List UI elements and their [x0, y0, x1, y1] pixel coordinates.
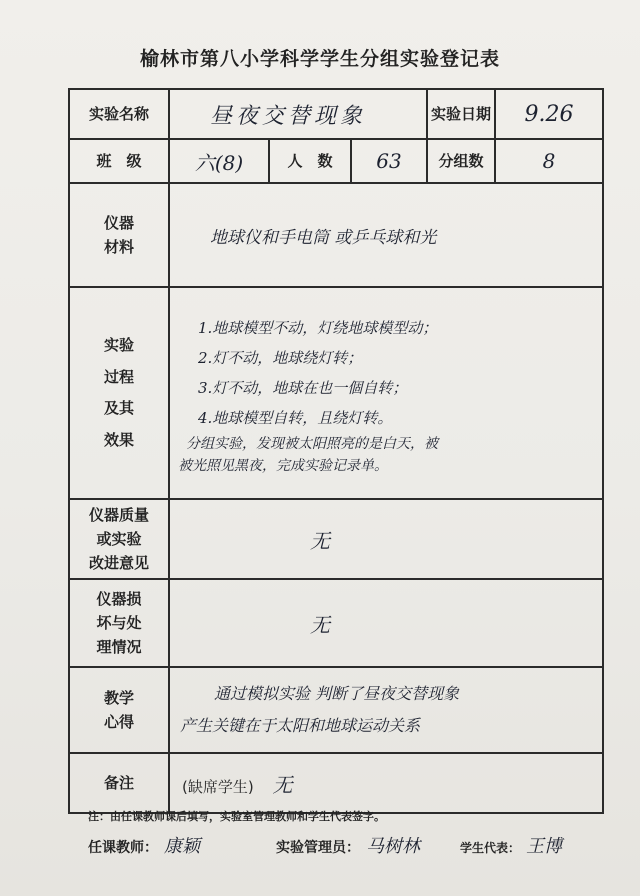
teacher-value: 康颖	[164, 836, 200, 857]
label-experiment-date: 实验日期	[427, 89, 495, 139]
manager-signature	[276, 832, 420, 858]
process-step: 4.地球模型自转，且绕灯转。	[198, 409, 393, 427]
process-step: 2.灯不动，地球绕灯转；	[198, 349, 363, 367]
row-remark	[69, 753, 603, 813]
value-damage: 无	[169, 579, 603, 667]
student-signature	[460, 832, 562, 858]
row-process	[69, 287, 603, 499]
label-damage-line: 理情况	[96, 638, 142, 656]
label-quality	[69, 499, 169, 579]
row-damage	[69, 579, 603, 667]
label-process	[69, 287, 169, 499]
teacher-signature	[88, 832, 200, 858]
remark-absent-value: 无	[272, 772, 293, 797]
student-label: 学生代表：	[460, 841, 521, 855]
value-teaching	[169, 667, 603, 753]
row-quality	[69, 499, 603, 579]
label-damage-line: 坏与处	[96, 614, 142, 632]
process-step: 3.灯不动，地球在也一個自转；	[198, 379, 408, 397]
teaching-line: 通过模拟实验 判断了昼夜交替现象	[214, 684, 460, 703]
value-quality: 无	[169, 499, 603, 579]
label-remark: 备注	[69, 753, 169, 813]
process-step: 1.地球模型不动，灯绕地球模型动；	[198, 319, 438, 337]
value-experiment-date: 9.26	[495, 89, 603, 139]
value-class: 六(8)	[169, 139, 269, 183]
label-quality-line: 改进意见	[88, 554, 149, 572]
teaching-line: 产生关键在于太阳和地球运动关系	[180, 716, 421, 735]
label-teaching-line: 心得	[103, 713, 134, 731]
label-teaching	[69, 667, 169, 753]
label-damage-line: 仪器损	[96, 590, 142, 608]
value-remark	[169, 753, 603, 813]
label-damage	[69, 579, 169, 667]
label-quality-line: 或实验	[96, 530, 142, 548]
label-process-line: 效果	[103, 430, 134, 449]
footer-note: 注：由任课教师课后填写，实验室管理教师和学生代表签字。	[88, 810, 385, 823]
form-title: 榆林市第八小学科学学生分组实验登记表	[139, 48, 500, 70]
value-experiment-name: 昼夜交替现象	[169, 89, 427, 139]
value-materials: 地球仪和手电筒 或乒乓球和光	[169, 183, 603, 287]
label-count: 人 数	[269, 139, 351, 183]
teacher-label: 任课教师：	[88, 840, 158, 856]
label-materials-line: 仪器	[103, 214, 134, 232]
row-teaching	[69, 667, 603, 753]
value-groups: 8	[495, 139, 603, 183]
process-result: 分组实验，发现被太阳照亮的是白天，被	[186, 436, 438, 452]
label-materials-line: 材料	[103, 238, 134, 256]
label-teaching-line: 教学	[103, 689, 134, 707]
label-quality-line: 仪器质量	[88, 506, 149, 524]
row-materials	[69, 183, 603, 287]
value-process	[169, 287, 603, 499]
manager-value: 马树林	[366, 836, 420, 857]
process-result: 被光照见黑夜，完成实验记录单。	[178, 458, 388, 474]
value-count: 63	[351, 139, 427, 183]
manager-label: 实验管理员：	[276, 840, 360, 856]
label-process-line: 及其	[103, 399, 134, 417]
label-experiment-name: 实验名称	[69, 89, 169, 139]
student-value: 王博	[526, 836, 563, 857]
label-groups: 分组数	[427, 139, 495, 183]
label-process-line: 实验	[103, 336, 134, 354]
label-class: 班 级	[69, 139, 169, 183]
registration-table	[68, 88, 604, 814]
row-name-date	[69, 89, 603, 139]
remark-absent-label: (缺席学生)	[182, 777, 254, 796]
row-class-count	[69, 139, 603, 183]
label-materials	[69, 183, 169, 287]
label-process-line: 过程	[103, 367, 134, 386]
